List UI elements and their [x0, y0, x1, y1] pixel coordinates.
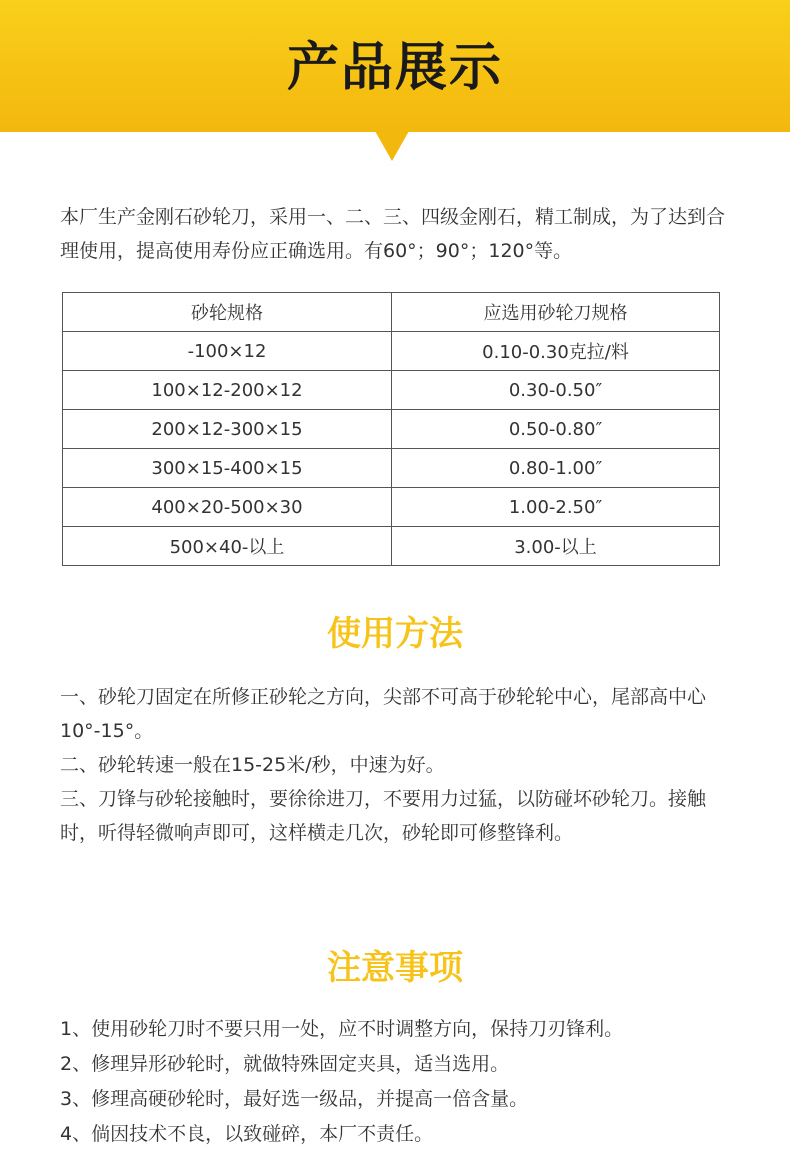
table-row: [63, 371, 720, 410]
table-cell: 0.10-0.30克拉/料: [392, 332, 720, 371]
note-item-4: 4、倘因技术不良，以致碰碎，本厂不责任。: [60, 1123, 434, 1145]
table-cell: 200×12-300×15: [63, 410, 392, 449]
note-item-1: 1、使用砂轮刀时不要只用一处，应不时调整方向，保持刀刃锋利。: [60, 1018, 624, 1040]
page-title: 产品展示: [286, 38, 503, 98]
table-cell: 400×20-500×30: [63, 488, 392, 527]
table-row: [63, 410, 720, 449]
table-cell: 100×12-200×12: [63, 371, 392, 410]
note-item-2: 2、修理异形砂轮时，就做特殊固定夹具，适当选用。: [60, 1053, 510, 1075]
table-cell: 0.30-0.50″: [392, 371, 720, 410]
notes-section-title: 注意事项: [327, 948, 463, 988]
usage-section-title: 使用方法: [327, 614, 463, 654]
intro-paragraph: 本厂生产金刚石砂轮刀，采用一、二、三、四级金刚石，精工制成，为了达到合理使用，提高使用寿份应正确选用。有60°；90°；120°等。: [60, 206, 726, 262]
table-cell: 500×40-以上: [63, 527, 392, 566]
table-row: [63, 332, 720, 371]
table-row: [63, 449, 720, 488]
table-cell: 1.00-2.50″: [392, 488, 720, 527]
spec-table: [62, 292, 720, 566]
note-item-3: 3、修理高硬砂轮时，最好选一级品，并提高一倍含量。: [60, 1088, 529, 1110]
usage-item-2: 二、砂轮转速一般在15-25米/秒，中速为好。: [60, 754, 445, 776]
table-cell: -100×12: [63, 332, 392, 371]
header-dresser-spec: 应选用砂轮刀规格: [392, 293, 720, 332]
usage-item-3: 三、刀锋与砂轮接触时，要徐徐进刀，不要用力过猛，以防碰坏砂轮刀。接触时，听得轻微响声即可，这样横走几次，砂轮即可修整锋利。: [60, 788, 707, 844]
usage-item-1: 一、砂轮刀固定在所修正砂轮之方向，尖部不可高于砂轮轮中心，尾部高中心10°-15°。: [60, 686, 707, 742]
banner-pointer-triangle: [375, 131, 409, 161]
header-banner: [0, 0, 790, 132]
usage-list: [60, 680, 740, 850]
table-cell: 0.80-1.00″: [392, 449, 720, 488]
table-cell: 0.50-0.80″: [392, 410, 720, 449]
table-row: [63, 527, 720, 566]
notes-list: [60, 1012, 740, 1152]
table-cell: 300×15-400×15: [63, 449, 392, 488]
table-header-row: [63, 293, 720, 332]
header-wheel-spec: 砂轮规格: [63, 293, 392, 332]
table-cell: 3.00-以上: [392, 527, 720, 566]
table-row: [63, 488, 720, 527]
